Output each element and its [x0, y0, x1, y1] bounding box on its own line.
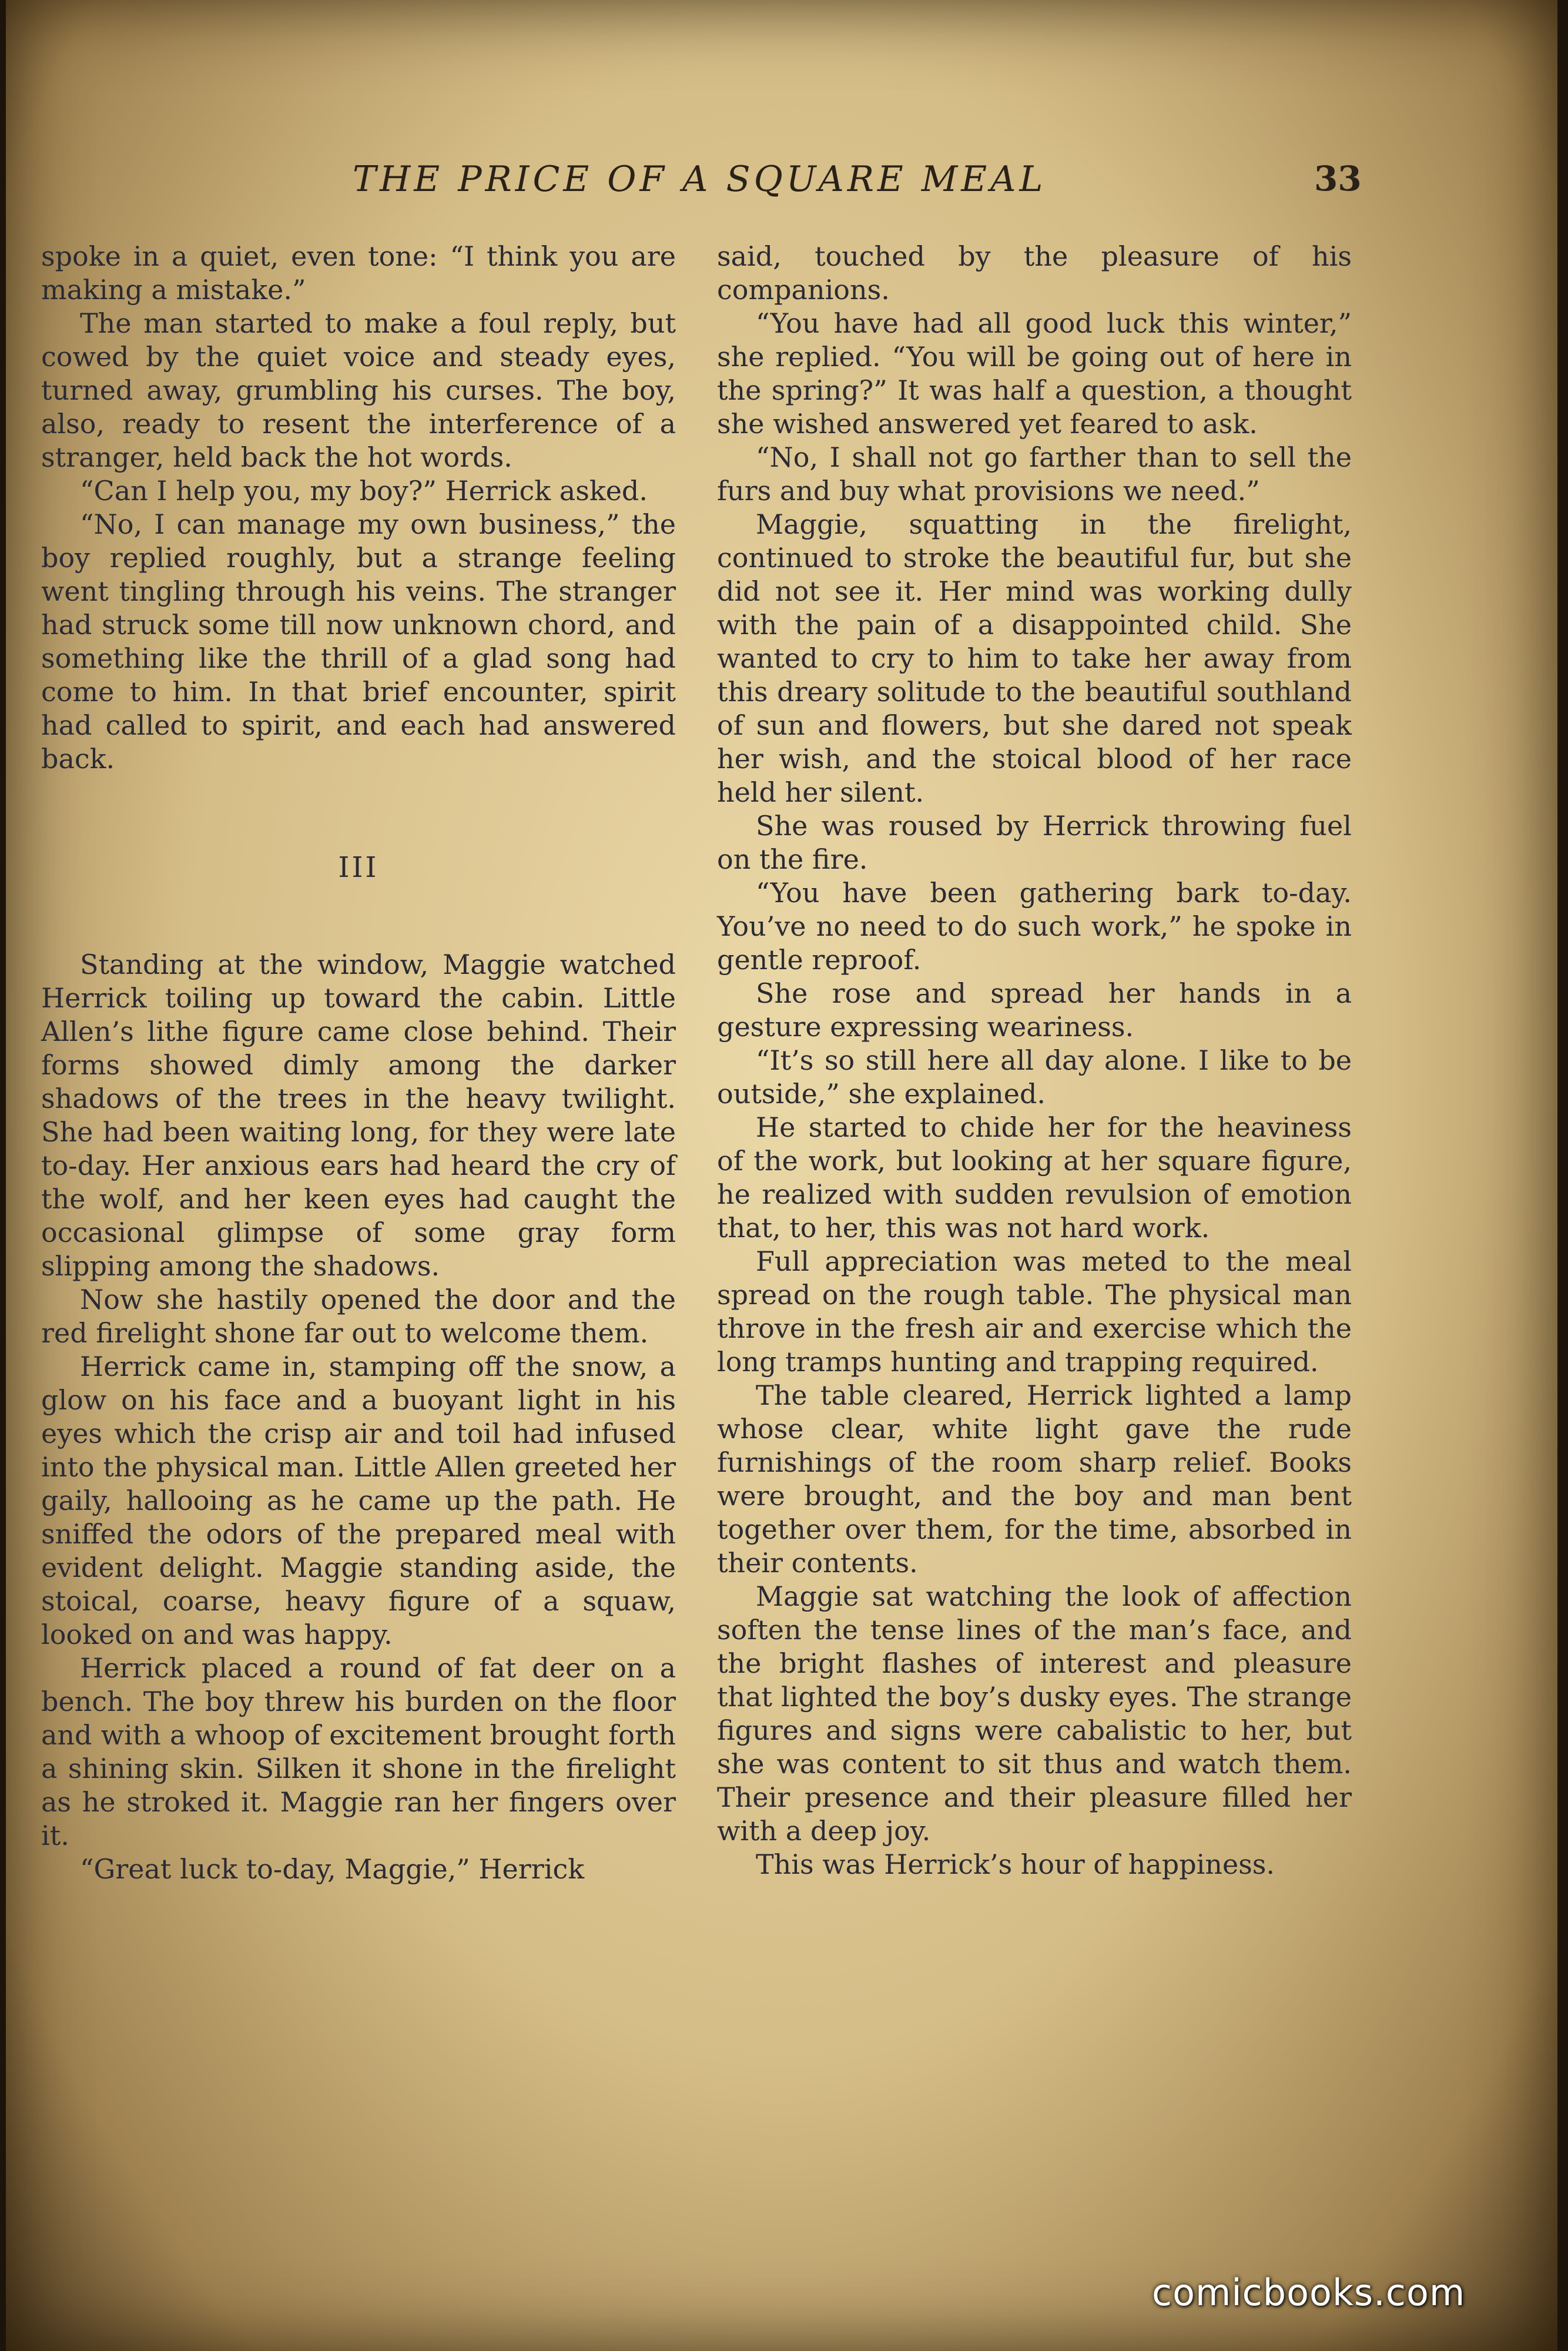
paragraph: The table cleared, Herrick lighted a lamp whose clear, white light gave the rude furnishings of the room sharp relief. Books were brought, and the boy and man bent together over them, for the time, absorbed in their contents. — [717, 1379, 1352, 1579]
paragraph: He started to chide her for the heaviness of the work, but looking at her square figure, he realized with sudden revulsion of emotion that, to her, this was not hard work. — [717, 1111, 1352, 1244]
paragraph: Herrick came in, stamping off the snow, a glow on his face and a buoyant light in his eyes which the crisp air and toil had infused into the physical man. Little Allen greeted her gaily, hallooing as he came up the path. He sniffed the odors of the prepared meal with evident delight. Maggie standing aside, the stoical, coarse, heavy figure of a squaw, looked on and was happy. — [41, 1351, 676, 1650]
paragraph: Maggie, squatting in the firelight, continued to stroke the beautiful fur, but she did not see it. Her mind was working dully with the pain of a disappointed child. She wanted to cry to him to take her away from this dreary solitude to the beautiful southland of sun and flowers, but she dared not speak her wish, and the stoical blood of her race held her silent. — [717, 508, 1352, 808]
paragraph: This was Herrick’s hour of happiness. — [756, 1848, 1275, 1880]
paragraph: “No, I shall not go farther than to sell the furs and buy what provisions we need.” — [717, 441, 1352, 507]
paragraph: She was roused by Herrick throwing fuel on the fire. — [717, 810, 1352, 875]
paragraph: Maggie sat watching the look of affection soften the tense lines of the man’s face, and the bright flashes of interest and pleasure that lighted the boy’s dusky eyes. The strange figures and signs were cabalistic to her, but she was content to sit thus and watch them. Their presence and their pleasure filled her with a deep joy. — [717, 1580, 1352, 1847]
paragraph: She rose and spread her hands in a gesture expressing weariness. — [717, 977, 1352, 1043]
page-number: 33 — [1314, 159, 1362, 199]
paragraph: “You have been gathering bark to-day. You’ve no need to do such work,” he spoke in gentle reproof. — [717, 877, 1352, 976]
page-header — [6, 159, 1557, 206]
paragraph: Now she hastily opened the door and the red firelight shone far out to welcome them. — [41, 1284, 676, 1349]
right-column — [717, 240, 1352, 1881]
left-column — [41, 240, 676, 1886]
paragraph: “No, I can manage my own business,” the boy replied roughly, but a strange feeling went tingling through his veins. The stranger had struck some till now unknown chord, and something like the thrill of a glad song had come to him. In that brief encounter, spirit had called to spirit, and each had answered back. — [41, 508, 676, 775]
paragraph: Standing at the window, Maggie watched Herrick toiling up toward the cabin. Little Allen’s lithe figure came close behind. Their forms showed dimly among the darker shadows of the trees in the heavy twilight. She had been waiting long, for they were late to-day. Her anxious ears had heard the cry of the wolf, and her keen eyes had caught the occasional glimpse of some gray form slipping among the shadows. — [41, 949, 676, 1282]
paragraph: Full appreciation was meted to the meal spread on the rough table. The physical man throve in the fresh air and exercise which the long tramps hunting and trapping required. — [717, 1245, 1352, 1378]
section-heading: III — [338, 851, 379, 884]
paragraph: “Can I help you, my boy?” Herrick asked. — [80, 475, 648, 507]
paragraph: “You have had all good luck this winter,” she replied. “You will be going out of here in the spring?” It was half a question, a thought she wished answered yet feared to ask. — [717, 307, 1352, 440]
paragraph: spoke in a quiet, even tone: “I think you are making a mistake.” — [41, 240, 676, 306]
paragraph: said, touched by the pleasure of his companions. — [717, 240, 1352, 306]
book-page — [6, 0, 1557, 2351]
paragraph: “It’s so still here all day alone. I like to be outside,” she explained. — [717, 1044, 1352, 1110]
paragraph: “Great luck to-day, Maggie,” Herrick — [80, 1853, 585, 1885]
paragraph: The man started to make a foul reply, but cowed by the quiet voice and steady eyes, turned away, grumbling his curses. The boy, also, ready to resent the interference of a stranger, held back the hot words. — [41, 307, 676, 473]
site-watermark: comicbooks.com — [1152, 2271, 1466, 2314]
paragraph: Herrick placed a round of fat deer on a bench. The boy threw his burden on the floor and with a whoop of excitement brought forth a shining skin. Silken it shone in the firelight as he stroked it. Maggie ran her fingers over it. — [41, 1652, 676, 1851]
running-title: THE PRICE OF A SQUARE MEAL — [353, 159, 1047, 200]
